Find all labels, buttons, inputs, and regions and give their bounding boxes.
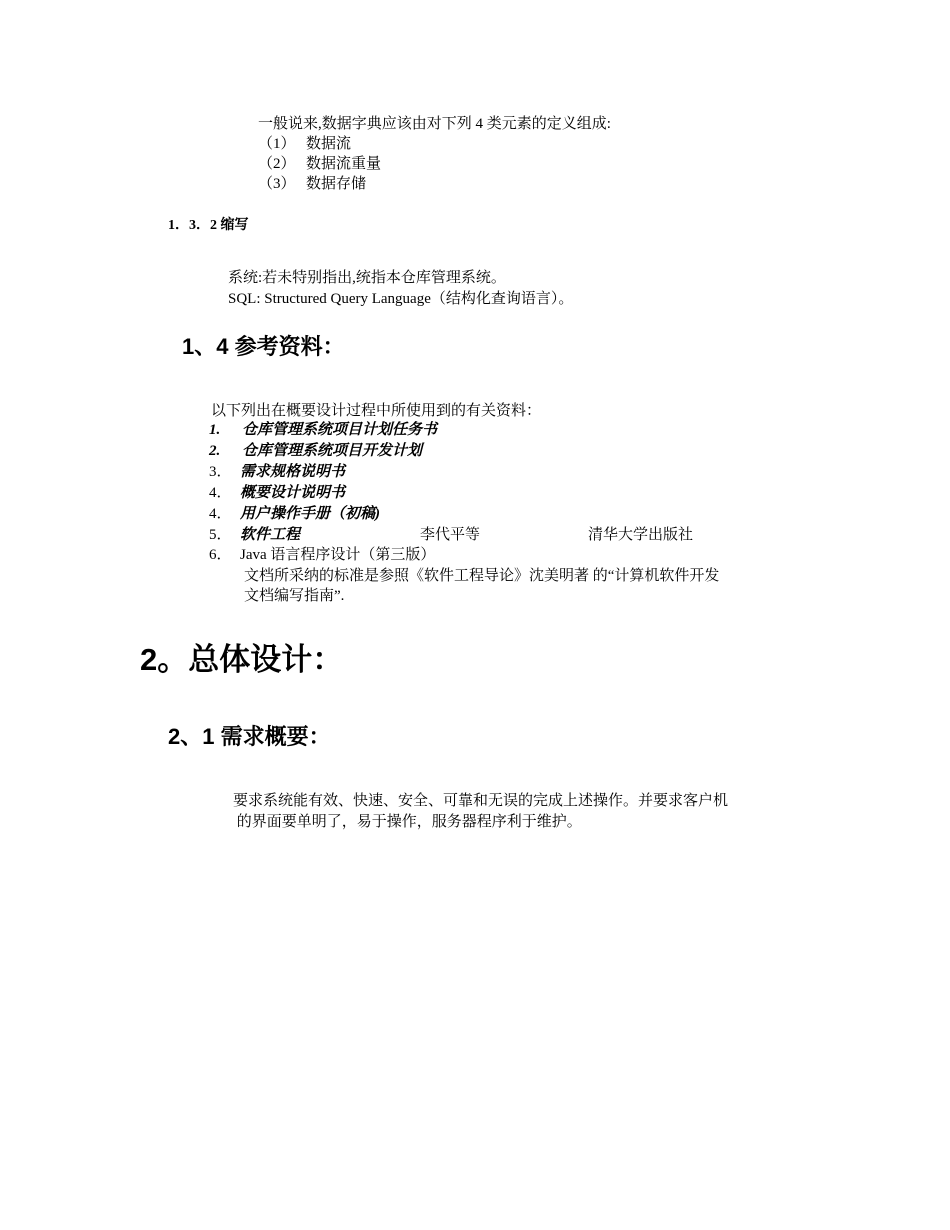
reference-author: 李代平等 [420,527,481,543]
list-item [258,134,351,154]
abbrev-line: 系统:若未特别指出,统指本仓库管理系统。 [228,270,506,286]
reference-number: 4． [209,485,232,501]
standards-note-line: 文档所采纳的标准是参照《软件工程导论》沈美明著 的“计算机软件开发 [244,568,720,584]
list-item-text: 数据流 [306,136,352,152]
list-item-text: 数据存储 [306,176,367,192]
requirements-paragraph-line: 的界面要单明了，易于操作，服务器程序利于维护。 [233,814,582,830]
reference-item [209,504,380,524]
reference-title: 仓库管理系统项目开发计划 [242,443,423,459]
reference-title: 概要设计说明书 [240,485,346,501]
reference-number: 1. [209,422,221,438]
reference-number: 6． [209,547,232,563]
list-item-number: （2） [258,156,296,172]
reference-item [209,545,435,565]
reference-number: 2. [209,443,221,459]
reference-title: Java 语言程序设计（第三版） [240,547,436,563]
reference-title: 仓库管理系统项目计划任务书 [242,422,438,438]
list-item-number: （3） [258,176,296,192]
reference-number: 5． [209,527,232,543]
reference-title: 软件工程 [240,527,301,543]
reference-number: 3． [209,464,232,480]
reference-item [209,525,300,545]
section-heading-2: 2。总体设计： [140,642,344,677]
section-heading-1-3-2: 1．3．2 缩写 [168,218,249,233]
reference-publisher: 清华大学出版社 [588,527,694,543]
section-heading-1-4: 1、4 参考资料： [182,334,345,359]
standards-note-line: 文档编写指南”. [244,588,345,604]
list-item [258,174,366,194]
list-item-number: （1） [258,136,296,152]
list-item-text: 数据流重量 [306,156,382,172]
reference-item [209,462,345,482]
reference-title: 需求规格说明书 [240,464,346,480]
requirements-paragraph-line: 要求系统能有效、快速、安全、可靠和无误的完成上述操作。并要求客户机 [233,793,729,809]
list-item [258,154,381,174]
references-intro: 以下列出在概要设计过程中所使用到的有关资料： [211,403,542,419]
abbrev-line: SQL: Structured Query Language（结构化查询语言）。 [228,291,574,307]
reference-number: 4． [209,506,232,522]
intro-line: 一般说来,数据字典应该由对下列 4 类元素的定义组成: [258,116,611,132]
section-heading-2-1: 2、1 需求概要： [168,724,331,749]
reference-title: 用户操作手册（初稿) [240,506,380,522]
reference-item [209,483,345,503]
reference-item [209,441,422,461]
reference-item [209,420,437,440]
